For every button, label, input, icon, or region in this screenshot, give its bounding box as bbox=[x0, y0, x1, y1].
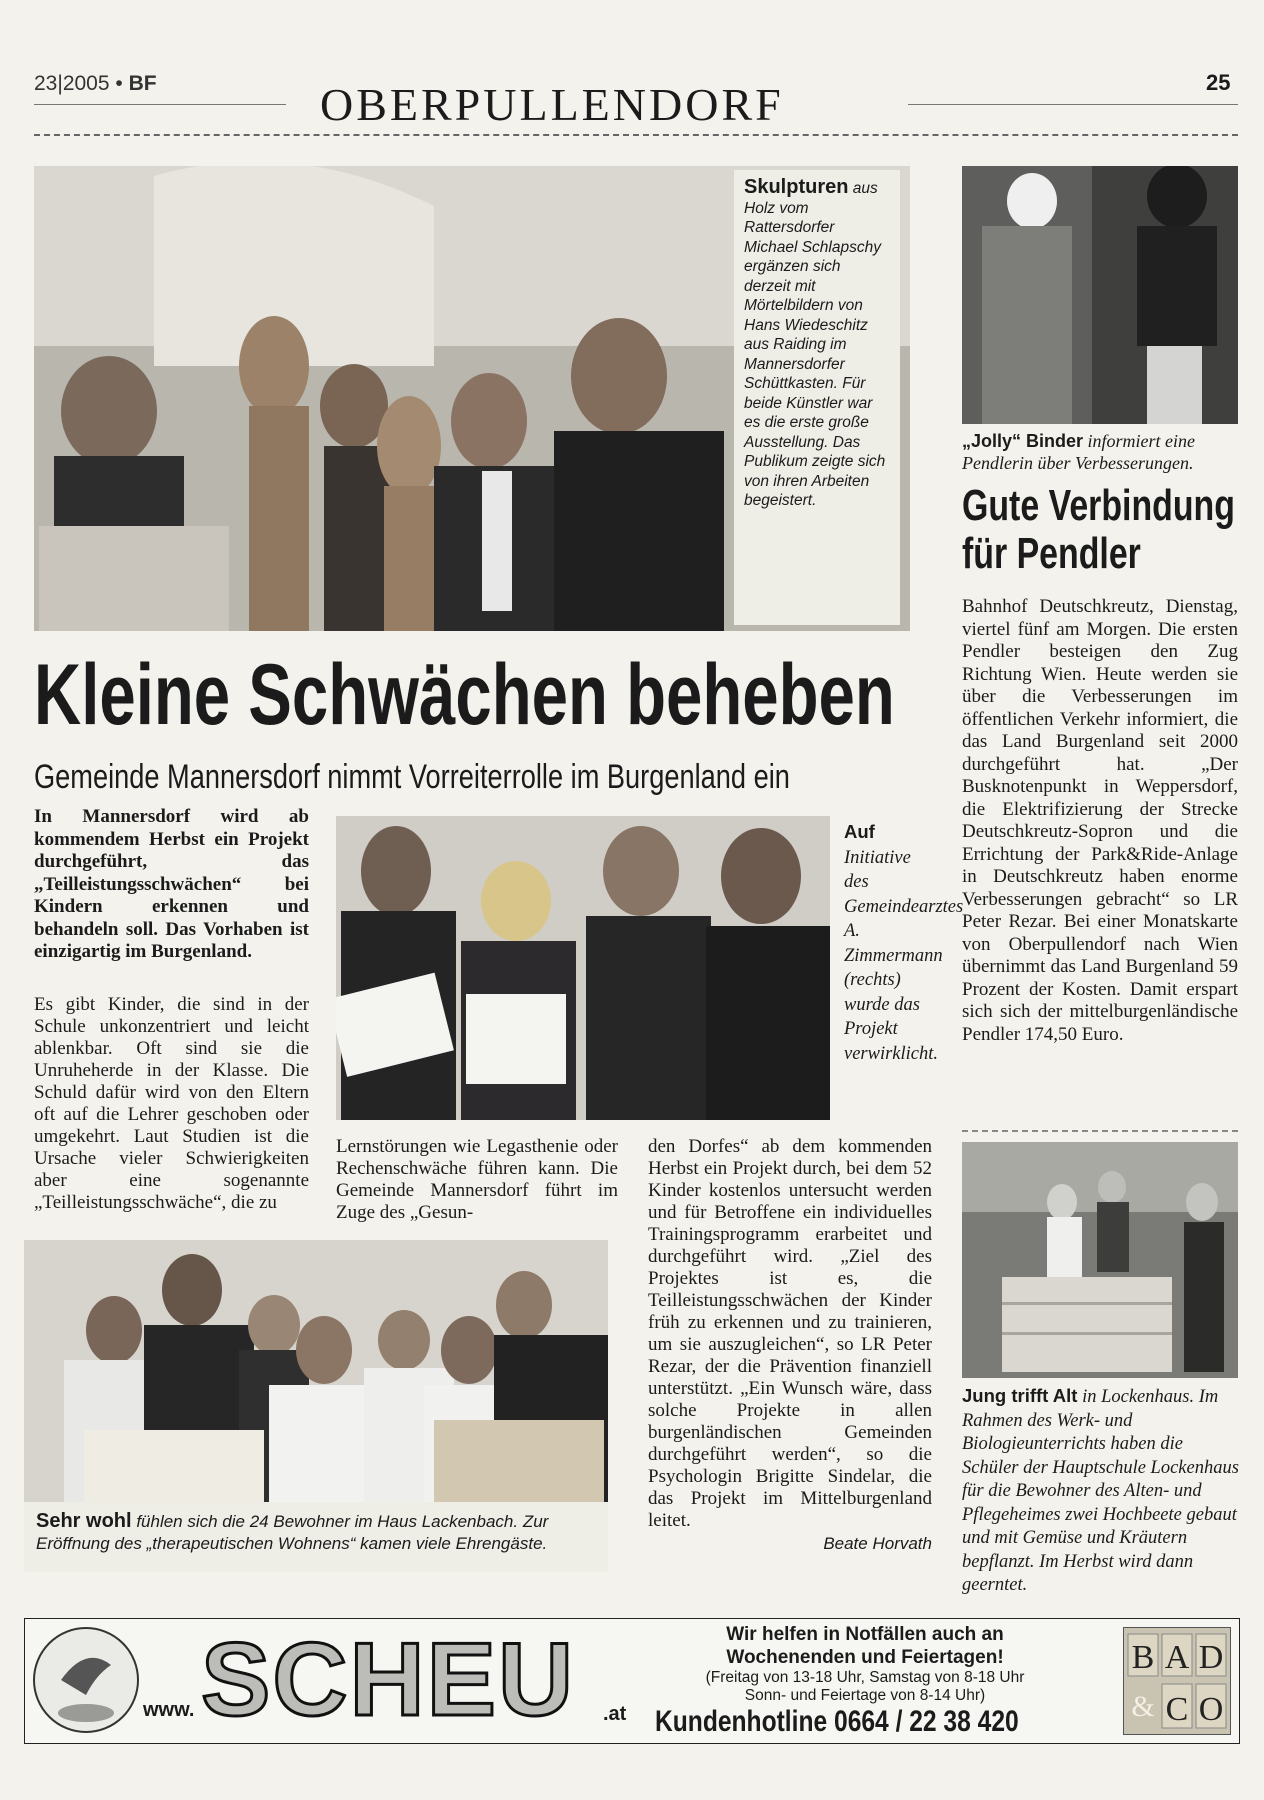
pendler-caption-text: informiert eine Pendlerin über Verbesserungen. bbox=[962, 431, 1196, 473]
lead-text: In Mannersdorf wird ab kommendem Herbst ein Projekt durchgeführt, das „Teilleistungsschwächen“ bei Kindern erkennen und behandeln soll. Das Vorhaben ist einzigartig im Burgenland. bbox=[34, 806, 309, 962]
lockenhaus-photo bbox=[962, 1142, 1238, 1378]
main-headline: Kleine Schwächen beheben bbox=[34, 650, 895, 740]
section-title: OBERPULLENDORF bbox=[320, 79, 784, 130]
ad-line-2: Wochenenden und Feiertagen! bbox=[726, 1647, 1004, 1668]
issue-number bbox=[34, 72, 157, 96]
right-column-dashed-rule bbox=[962, 1130, 1238, 1132]
sculptures-caption-bold: Skulpturen bbox=[744, 176, 849, 198]
pendler-photo bbox=[962, 166, 1238, 424]
ad-hours-2: Sonn- und Feiertage von 8-14 Uhr) bbox=[744, 1687, 986, 1704]
lackenbach-caption-text: fühlen sich die 24 Bewohner im Haus Lackenbach. Zur Eröffnung des „therapeutischen Wohnens“ kamen viele Ehrengäste. bbox=[36, 1512, 549, 1553]
svg-text:D: D bbox=[1198, 1639, 1224, 1676]
header-rule-left bbox=[34, 104, 286, 105]
ad-line-1: Wir helfen in Notfällen auch an bbox=[726, 1624, 1004, 1645]
sculptures-caption-text: aus Holz vom Rattersdorfer Michael Schlapschy ergänzen sich derzeit mit Mörtelbildern von Hans Wiedeschitz aus Raiding im Mannersdorfer Schüttkasten. Für beide Künstler war es die erste große Ausstellung. Das Publikum zeigte sich von ihren Arbeiten begeistert. bbox=[744, 180, 886, 509]
ad-text-block bbox=[665, 1623, 1065, 1705]
ad-hours-1: (Freitag von 13-18 Uhr, Samstag von 8-18 Uhr bbox=[705, 1669, 1025, 1686]
svg-text:A: A bbox=[1164, 1639, 1190, 1676]
lackenbach-caption-bold: Sehr wohl bbox=[36, 1510, 132, 1532]
page-number: 25 bbox=[1206, 70, 1231, 95]
project-photo bbox=[336, 816, 830, 1120]
pendler-body: Bahnhof Deutschkreutz, Dienstag, viertel fünf am Morgen. Die ersten Pendler besteigen den Zug Richtung Wien. Heute werden sie über die Verbesserungen im öffentlichen Verkehr informiert, die das Land Burgenland seit 2000 durchgeführt hat. „Der Busknotenpunkt in Weppersdorf, die Elektrifizierung der Strecke Deutschkreutz-Sopron und die Errichtung der Park&Ride-Anlage in Deutschkreutz haben enorme Verbesserungen gebracht“ so LR Peter Rezar. Bei einer Monatskarte von Oberpullendorf nach Wien übernimmt das Land Burgenland 59 Prozent der Kosten. Damit erspart sich sich der mittelburgenländische Pendler 174,50 Euro. bbox=[962, 596, 1238, 1045]
svg-text:C: C bbox=[1165, 1691, 1189, 1728]
issue-date: 23|2005 bbox=[34, 72, 110, 95]
svg-text:&: & bbox=[1131, 1690, 1155, 1723]
lackenbach-caption bbox=[24, 1502, 608, 1572]
parrot-logo bbox=[31, 1625, 141, 1735]
svg-text:O: O bbox=[1198, 1691, 1224, 1728]
project-caption-bold: Auf bbox=[844, 821, 875, 842]
column-1-text: Es gibt Kinder, die sind in der Schule unkonzentriert und leicht ablenkbar. Oft sind sie die Unruheherde in der Klasse. Die Schuld dafür wird von den Eltern oft auf die Lehrer geschoben oder umgekehrt. Laut Studien ist die Ursache vieler Schwierigkeiten aber eine sogenannte „Teilleistungsschwäche“, die zu bbox=[34, 994, 309, 1213]
lockenhaus-caption-text: in Lockenhaus. Im Rahmen des Werk- und Biologieunterrichts haben die Schüler der Hauptschule Lockenhaus für die Bewohner des Alten- und Pflegeheimes zwei Hochbeete gebaut und mit Gemüse und Kräutern bepflanzt. Im Herbst wird dann geerntet. bbox=[962, 1387, 1239, 1595]
svg-text:B: B bbox=[1131, 1639, 1155, 1676]
article-column-2 bbox=[336, 1136, 618, 1224]
column-3-text: den Dorfes“ ab dem kommenden Herbst ein Projekt durch, bei dem 52 Kinder kostenlos untersucht werden und für Betroffene ein individuelles Trainingsprogramm erarbeitet und durchgeführt wird. „Ziel des Projektes ist es, die Teilleistungsschwächen der Kinder früh zu erkennen und zu trainieren, um sie auszugleichen“, so LR Peter Rezar, der die Prävention finanziell unterstützt. „Ein Wunsch wäre, dass solche Projekte in allen burgenländischen Gemeinden durchgeführt werden“, so die Psychologin Brigitte Sindelar, die das Projekt im Mittelburgenland leitet. bbox=[648, 1136, 932, 1531]
sub-headline: Gemeinde Mannersdorf nimmt Vorreiterrolle im Burgenland ein bbox=[34, 758, 790, 796]
separator: • bbox=[115, 72, 123, 95]
lockenhaus-caption bbox=[962, 1384, 1240, 1598]
lackenbach-photo bbox=[24, 1240, 608, 1572]
sculptures-caption bbox=[734, 170, 900, 625]
pendler-caption-bold: „Jolly“ Binder bbox=[962, 431, 1084, 451]
pendler-photo-caption bbox=[962, 430, 1238, 474]
subheadline-wrap bbox=[34, 757, 894, 799]
ad-tld: .at bbox=[603, 1703, 627, 1725]
sculptures-photo bbox=[34, 166, 910, 631]
scheu-advertisement[interactable] bbox=[24, 1618, 1240, 1744]
pendler-headline: Gute Verbindung für Pendler bbox=[962, 482, 1235, 578]
article-lead bbox=[34, 806, 309, 964]
column-2-text: Lernstörungen wie Legasthenie oder Rechenschwäche führen kann. Die Gemeinde Mannersdorf führt im Zuge des „Gesun- bbox=[336, 1136, 618, 1223]
article-column-1 bbox=[34, 994, 309, 1214]
badco-logo bbox=[1123, 1627, 1231, 1735]
paper-name: BF bbox=[128, 72, 157, 95]
ad-www: www. bbox=[143, 1699, 195, 1721]
lockenhaus-caption-bold: Jung trifft Alt bbox=[962, 1385, 1078, 1406]
main-headline-wrap bbox=[34, 650, 934, 740]
article-column-3 bbox=[648, 1136, 932, 1554]
author-byline: Beate Horvath bbox=[823, 1534, 932, 1553]
pendler-article bbox=[962, 596, 1238, 1046]
project-photo-caption bbox=[844, 820, 964, 1066]
ad-brand: SCHEU bbox=[201, 1622, 576, 1738]
pendler-headline-wrap bbox=[962, 482, 1252, 582]
header-rule-right bbox=[908, 104, 1238, 105]
project-caption-text: Initiative des Gemeindearztes A. Zimmermann (rechts) wurde das Projekt verwirklicht. bbox=[844, 847, 964, 1064]
ad-hotline[interactable]: Kundenhotline 0664 / 22 38 420 bbox=[655, 1705, 1019, 1738]
header-dashed-rule bbox=[34, 134, 1238, 136]
ad-hotline-wrap bbox=[655, 1705, 1075, 1741]
